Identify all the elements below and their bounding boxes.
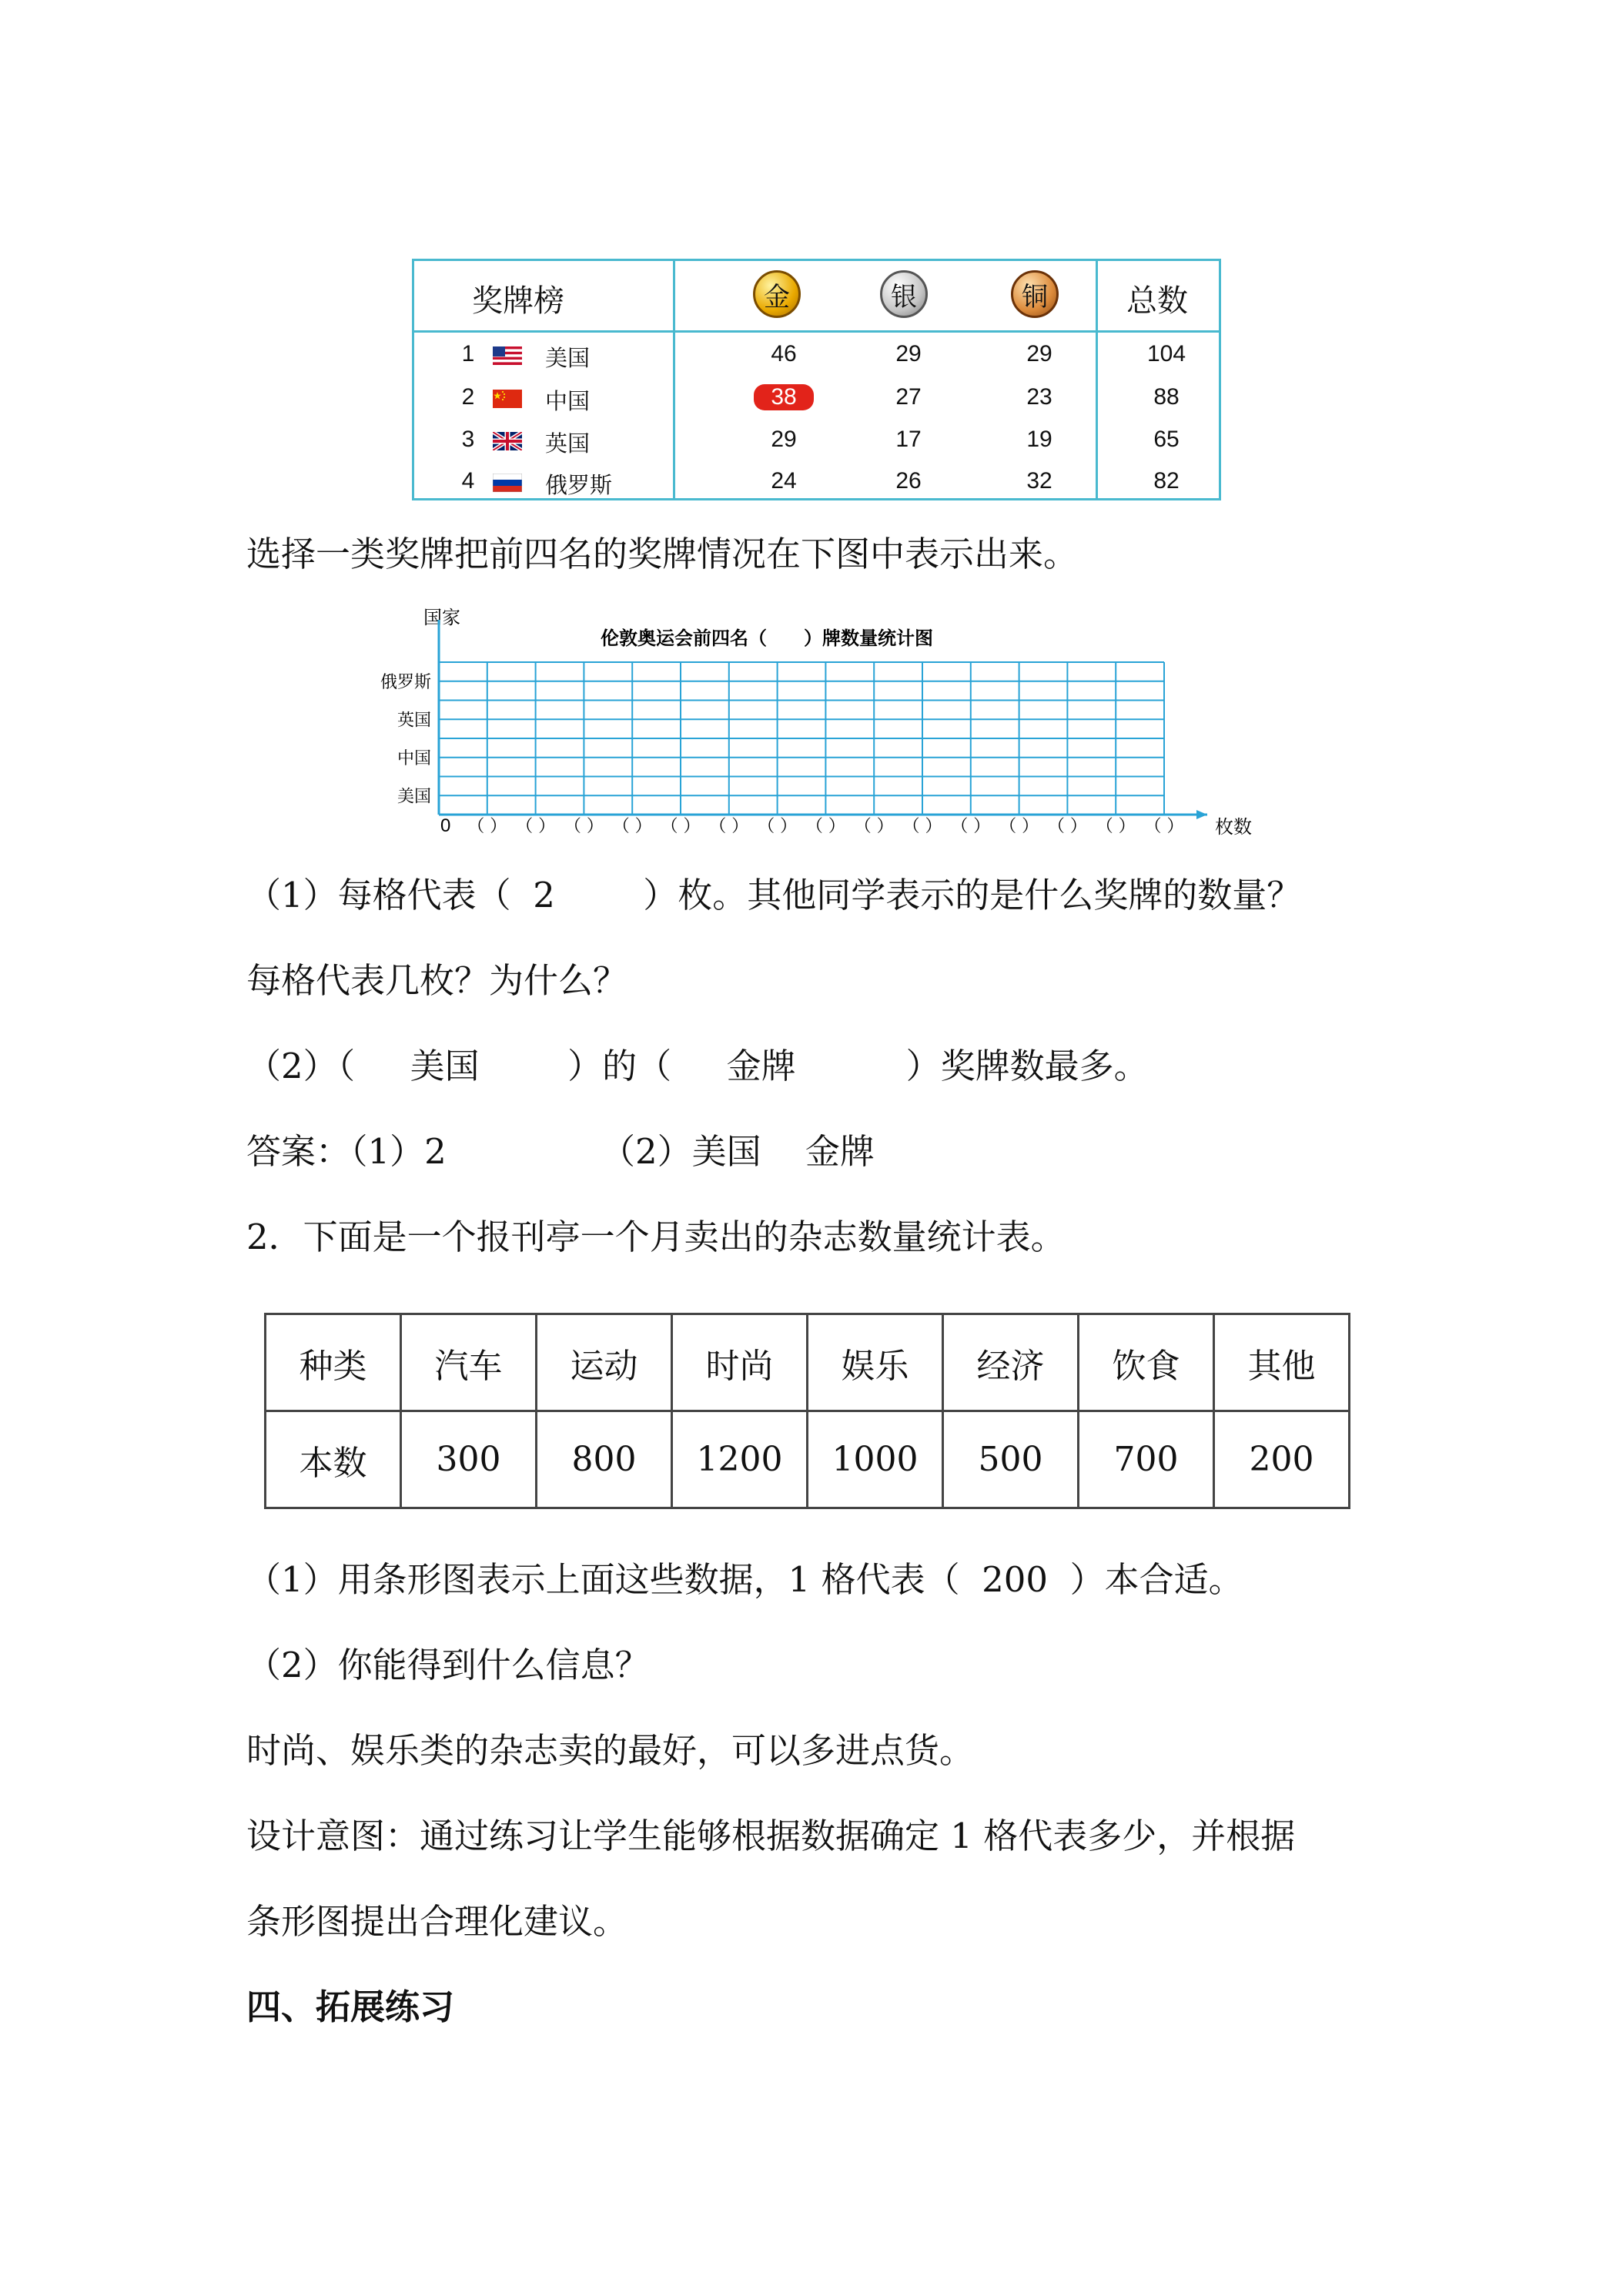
medal-row: [414, 460, 1219, 502]
table-cell: 700: [1079, 1411, 1214, 1508]
section-heading: 四、拓展练习: [246, 1986, 455, 2027]
problem-2-answer: 时尚、娱乐类的杂志卖的最好，可以多进点货。: [246, 1730, 975, 1771]
table-cell: 200: [1214, 1411, 1350, 1508]
bronze-count: 19: [1026, 427, 1052, 452]
usa-flag-icon: [493, 346, 522, 365]
china-flag-icon: [493, 390, 522, 408]
x-tick-label: （ ）: [709, 817, 749, 836]
design-intent-line-2: 条形图提出合理化建议。: [246, 1901, 628, 1942]
magazine-count-row: [266, 1411, 1350, 1508]
bronze-medal-icon: 铜: [1011, 270, 1059, 318]
bronze-count: 23: [1026, 384, 1052, 410]
total-count: 88: [1153, 384, 1180, 410]
gold-count: 29: [771, 427, 797, 452]
x-tick-label: （ ）: [805, 817, 845, 836]
table-cell: 运动: [537, 1314, 672, 1411]
medal-row: [414, 419, 1219, 460]
total-count: 104: [1146, 341, 1186, 366]
russia-flag-icon: [493, 474, 522, 492]
medal-row: [414, 377, 1219, 418]
chart-category-labels: [380, 673, 431, 807]
rank: 2: [461, 384, 475, 410]
chart-origin-label: 0: [440, 815, 451, 836]
x-axis-arrow-icon: [1196, 810, 1207, 819]
gold-medal-icon: 金: [753, 270, 801, 318]
task-instruction: 选择一类奖牌把前四名的奖牌情况在下图中表示出来。: [246, 534, 1079, 574]
design-intent-line-1: 设计意图：通过练习让学生能够根据数据确定 1 格代表多少，并根据: [246, 1816, 1296, 1856]
chart-grid: [439, 620, 1207, 819]
silver-medal-icon: 银: [880, 270, 928, 318]
table-cell: 饮食: [1079, 1314, 1214, 1411]
x-tick-label: （ ）: [516, 817, 556, 836]
magazine-category-row: [266, 1314, 1350, 1411]
x-tick-label: （ ）: [951, 817, 991, 836]
rank: 4: [461, 468, 475, 494]
table-cell: 1000: [808, 1411, 943, 1508]
chart-title: 伦敦奥运会前四名（ ）牌数量统计图: [601, 628, 933, 649]
table-cell: 汽车: [401, 1314, 537, 1411]
table-cell: 500: [943, 1411, 1079, 1508]
gold-count: 46: [771, 341, 797, 366]
medal-row: [414, 333, 1219, 375]
question-1-line-2: 每格代表几枚？为什么？: [246, 960, 628, 1001]
silver-count: 26: [895, 468, 922, 494]
magazine-table: [264, 1313, 1350, 1509]
table-cell: 300: [401, 1411, 537, 1508]
bronze-count: 32: [1026, 468, 1052, 494]
table-cell: 1200: [672, 1411, 808, 1508]
country: 中国: [545, 388, 591, 414]
table-cell: 娱乐: [808, 1314, 943, 1411]
x-tick-label: （ ）: [1047, 817, 1087, 836]
answer-line: 答案：（1）2 （2）美国 金牌: [246, 1131, 875, 1172]
bronze-count: 29: [1026, 341, 1052, 366]
problem-2-question-1: （1）用条形图表示上面这些数据，1 格代表（ 200 ）本合适。: [246, 1559, 1243, 1600]
chart-xlabel: 枚数: [1215, 816, 1252, 838]
country: 英国: [545, 430, 591, 457]
x-tick-label: （ ）: [758, 817, 798, 836]
table-cell: 其他: [1214, 1314, 1350, 1411]
uk-flag-icon: [493, 432, 522, 450]
category-label: 俄罗斯: [380, 672, 431, 692]
medal-table: [412, 259, 1221, 500]
table-cell: 时尚: [672, 1314, 808, 1411]
x-tick-label: （ ）: [999, 817, 1039, 836]
silver-count: 29: [895, 341, 922, 366]
country: 俄罗斯: [545, 472, 613, 498]
total-count: 82: [1153, 468, 1180, 494]
x-tick-label: （ ）: [854, 817, 894, 836]
x-tick-label: （ ）: [1144, 817, 1184, 836]
country: 美国: [545, 345, 591, 371]
total-count: 65: [1153, 427, 1180, 452]
x-tick-label: （ ）: [902, 817, 942, 836]
blank-bar-chart: [354, 601, 1278, 855]
medal-total-header: 总数: [1126, 283, 1188, 319]
chart-ylabel: 国家: [423, 607, 460, 628]
rank: 3: [461, 427, 475, 452]
silver-count: 17: [895, 427, 922, 452]
table-cell: 种类: [266, 1314, 401, 1411]
gold-count: 24: [771, 468, 797, 494]
table-cell: 经济: [943, 1314, 1079, 1411]
chart-tick-labels: [467, 817, 1183, 836]
x-tick-label: （ ）: [1096, 817, 1136, 836]
category-label: 英国: [397, 711, 431, 731]
x-tick-label: （ ）: [564, 817, 604, 836]
table-cell: 本数: [266, 1411, 401, 1508]
x-tick-label: （ ）: [612, 817, 652, 836]
gold-count-highlight: 38: [745, 384, 822, 410]
x-tick-label: （ ）: [467, 817, 507, 836]
problem-2-intro: 2．下面是一个报刊亭一个月卖出的杂志数量统计表。: [246, 1217, 1066, 1257]
category-label: 中国: [397, 748, 431, 768]
medal-table-header: 奖牌榜: [472, 283, 564, 319]
category-label: 美国: [397, 787, 431, 807]
silver-count: 27: [895, 384, 922, 410]
problem-2-question-2: （2）你能得到什么信息？: [246, 1645, 650, 1685]
question-1-line-1: （1）每格代表（ 2 ）枚。其他同学表示的是什么奖牌的数量？: [246, 875, 1302, 915]
x-tick-label: （ ）: [661, 817, 701, 836]
question-2-line: （2）（ 美国 ）的（ 金牌 ）奖牌数最多。: [246, 1046, 1149, 1086]
rank: 1: [461, 341, 475, 366]
table-cell: 800: [537, 1411, 672, 1508]
